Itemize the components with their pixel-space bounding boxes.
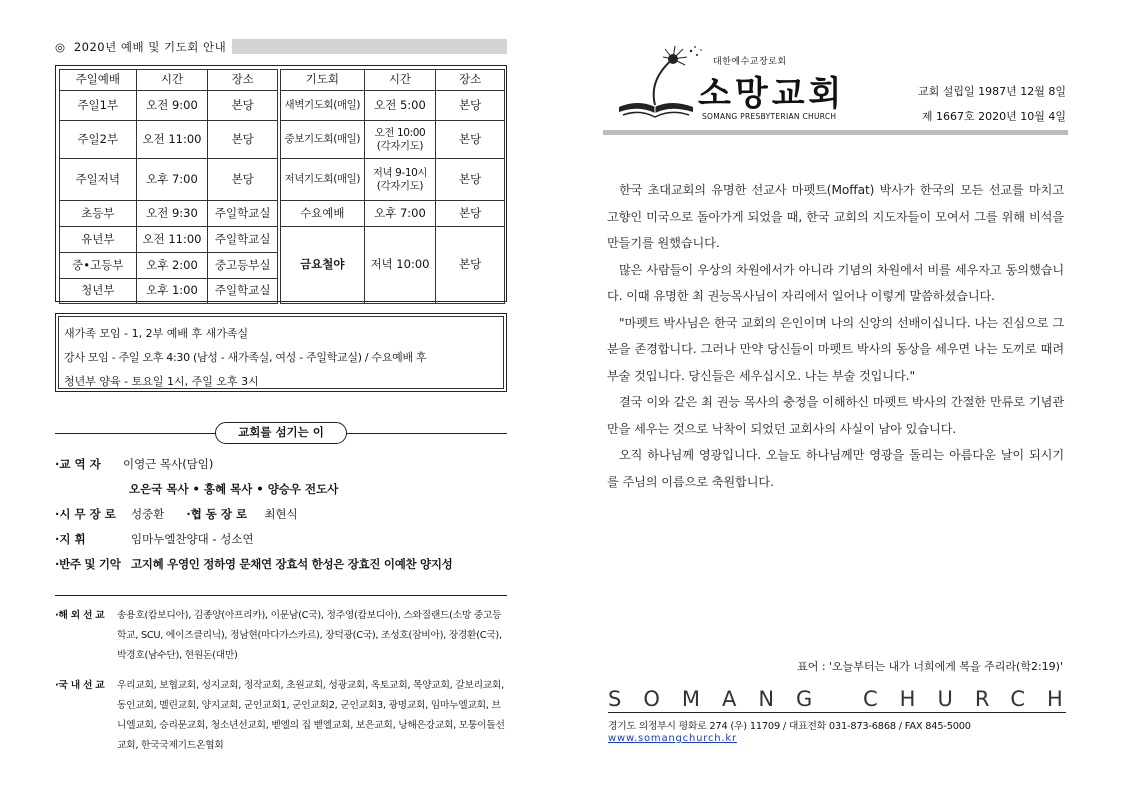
worship-cell: 주일학교실 <box>208 279 278 304</box>
prayer-cell: 저녁기도회(매일) <box>281 159 365 201</box>
assoc-elder-value: 최현식 <box>264 507 298 521</box>
church-name-english: SOMANG PRESBYTERIAN CHURCH <box>702 112 837 121</box>
worship-header-cell: 장소 <box>208 70 278 91</box>
motto: 표어 : '오늘부터는 내가 너희에게 복을 주리라(학2:19)' <box>797 660 1063 673</box>
worship-cell: 주일학교실 <box>208 227 278 253</box>
prayer-cell: 본당 <box>436 91 505 121</box>
founded-date: 교회 설립일 1987년 12월 8일 <box>918 85 1066 98</box>
conductor-label: ·지 휘 <box>55 532 86 546</box>
worship-cell: 오전 9:00 <box>136 91 208 121</box>
domestic-label: ·국 내 선 교 <box>55 680 105 691</box>
address: 경기도 의정부시 평화로 274 (우) 11709 / 대표전화 031-873-6868 / FAX 845-5000 <box>608 721 971 732</box>
pastor-value: 이영근 목사(담임) <box>123 457 214 471</box>
prayer-cell: 저녁 10:00 <box>364 227 436 304</box>
worship-cell: 본당 <box>208 121 278 159</box>
worship-cell: 초등부 <box>60 201 137 227</box>
prayer-cell: 수요예배 <box>281 201 365 227</box>
prayer-cell: 본당 <box>436 201 505 227</box>
accompanist-label: ·반주 및 기악 <box>55 557 121 571</box>
elder-value: 성중환 <box>131 507 165 521</box>
worship-cell: 오전 11:00 <box>136 121 208 159</box>
left-column <box>55 38 507 756</box>
worship-cell: 청년부 <box>60 279 137 304</box>
staff-header <box>55 422 507 444</box>
worship-cell: 주일2부 <box>60 121 137 159</box>
worship-cell: 오전 11:00 <box>136 227 208 253</box>
prayer-cell: 오전 10:00 (각자기도) <box>364 121 436 159</box>
schedule-box <box>55 65 507 302</box>
overseas-label: ·해 외 선 교 <box>55 610 105 621</box>
worship-table <box>59 69 278 304</box>
prayer-cell: 오후 7:00 <box>364 201 436 227</box>
assoc-pastor-value: 오은국 목사 • 홍혜 목사 • 양승우 전도사 <box>129 482 339 496</box>
worship-cell: 본당 <box>208 91 278 121</box>
elder-label: ·시 무 장 로 <box>55 507 116 521</box>
worship-cell: 주일저녁 <box>60 159 137 201</box>
worship-cell: 중고등부실 <box>208 253 278 279</box>
assoc-elder-label: ·협 동 장 로 <box>186 507 248 521</box>
worship-cell: 주일1부 <box>60 91 137 121</box>
conductor-value: 임마누엘찬양대 - 성소연 <box>131 532 254 546</box>
prayer-cell: 금요철야 <box>281 227 365 304</box>
website-link[interactable]: www.somangchurch.kr <box>608 733 737 744</box>
body-paragraph: 오직 하나님께 영광입니다. 오늘도 하나님께만 영광을 돌리는 아름다운 날이 되시기를 주님의 이름으로 축원합니다. <box>607 448 1064 489</box>
body-paragraph: "마펫트 박사님은 한국 교회의 은인이며 나의 신앙의 선배이십니다. 나는 진심으로 그 분을 존경합니다. 그러나 만약 당신들이 마펫트 박사의 동상을 세우면 나는 도끼로 때려부술 것입니다. 당신들은 세우십시오. 나는 부술 것입니다." <box>607 315 1064 383</box>
pastor-label: ·교 역 자 <box>55 457 101 471</box>
notice-box <box>55 313 507 392</box>
overseas-value: 송용호(캄보디아), 김종양(아프리카), 이문남(C국), 정주영(캄보디아), 스와질랜드(소망 중고등학교, SCU, 에이즈클리닉), 정남현(마다가스카르), 장덕광(C국), 조성호(잠비아), 장경환(C국), 박경호(남수단), 현원돈(대만) <box>117 610 502 661</box>
worship-cell: 오후 1:00 <box>136 279 208 304</box>
prayer-cell: 본당 <box>436 227 505 304</box>
worship-cell: 유년부 <box>60 227 137 253</box>
notice-line: 새가족 모임 - 1, 2부 예배 후 새가족실 <box>64 327 249 340</box>
worship-cell: 오전 9:30 <box>136 201 208 227</box>
prayer-cell: 새벽기도회(매일) <box>281 91 365 121</box>
issue-info: 제 1667호 2020년 10월 4일 <box>921 110 1066 123</box>
prayer-cell: 중보기도회(매일) <box>281 121 365 159</box>
worship-header-cell: 시간 <box>136 70 208 91</box>
staff-list <box>55 452 507 577</box>
dandelion-bible-logo-icon <box>611 45 706 125</box>
prayer-header-cell: 시간 <box>364 70 436 91</box>
worship-cell: 오후 7:00 <box>136 159 208 201</box>
worship-header-cell: 주일예배 <box>60 70 137 91</box>
masthead <box>603 40 1068 135</box>
denomination: 대한예수교장로회 <box>713 57 787 67</box>
section-title-text: 2020년 예배 및 기도회 안내 <box>73 39 227 54</box>
body-paragraph: 한국 초대교회의 유명한 선교사 마펫트(Moffat) 박사가 한국의 모든 선교를 마치고 고향인 미국으로 돌아가게 되었을 때, 한국 교회의 지도자들이 모여서 그를 위해 비석을 만들기를 원했습니다. <box>607 183 1064 250</box>
schedule-section-title <box>55 38 507 55</box>
prayer-cell: 본당 <box>436 159 505 201</box>
worship-cell: 본당 <box>208 159 278 201</box>
staff-title: 교회를 섬기는 이 <box>215 422 347 444</box>
worship-cell: 중•고등부 <box>60 253 137 279</box>
domestic-value: 우리교회, 보협교회, 성지교회, 정작교회, 초원교회, 성광교회, 옥토교회, 목양교회, 갈보리교회, 동인교회, 멜린교회, 양지교회, 군인교회1, 군인교회2, 군인교회3, 광명교회, 임마누엘교회, 브니엘교회, 승리문교회, 청소년선교회, 벧엘의 집 벧엘교회, 보은교회, 낭해은강교회, 모퉁이돌선교회, 한국국제기드온협회 <box>117 680 505 751</box>
section-marker: ◎ <box>55 39 66 54</box>
prayer-table <box>280 69 505 304</box>
prayer-cell: 저녁 9-10시 (각자기도) <box>364 159 436 201</box>
body-paragraph: 많은 사람들이 우상의 차원에서가 아니라 기념의 차원에서 비를 세우자고 동의했습니다. 이때 유명한 최 권능목사님이 자리에서 일어나 이렇게 말씀하셨습니다. <box>607 262 1064 303</box>
worship-cell: 오후 2:00 <box>136 253 208 279</box>
notice-line: 강사 모임 - 주일 오후 4:30 (남성 - 새가족실, 여성 - 주일학교실) / 수요예배 후 <box>64 351 427 364</box>
worship-cell: 주일학교실 <box>208 201 278 227</box>
prayer-cell: 오전 5:00 <box>364 91 436 121</box>
church-banner: SOMANG CHURCH <box>608 687 1085 711</box>
prayer-cell: 본당 <box>436 121 505 159</box>
section-title-bar <box>232 39 507 54</box>
prayer-header-cell: 기도회 <box>281 70 365 91</box>
right-column <box>603 40 1085 744</box>
accompanist-value: 고지혜 우영인 정하영 문채연 장효석 한성은 장효진 이예찬 양지성 <box>131 557 453 571</box>
body-paragraph: 결국 이와 같은 최 권능 목사의 충정을 이해하신 마펫트 박사의 간절한 만류로 기념관만을 세우는 것으로 낙착이 되었던 교회사의 사실이 남아 있습니다. <box>607 395 1064 436</box>
prayer-header-cell: 장소 <box>436 70 505 91</box>
notice-line: 청년부 양육 - 토요일 1시, 주일 오후 3시 <box>64 375 259 388</box>
sermon-body <box>603 177 1068 495</box>
church-name: 소망교회 <box>698 74 846 114</box>
missions-section <box>55 595 507 756</box>
